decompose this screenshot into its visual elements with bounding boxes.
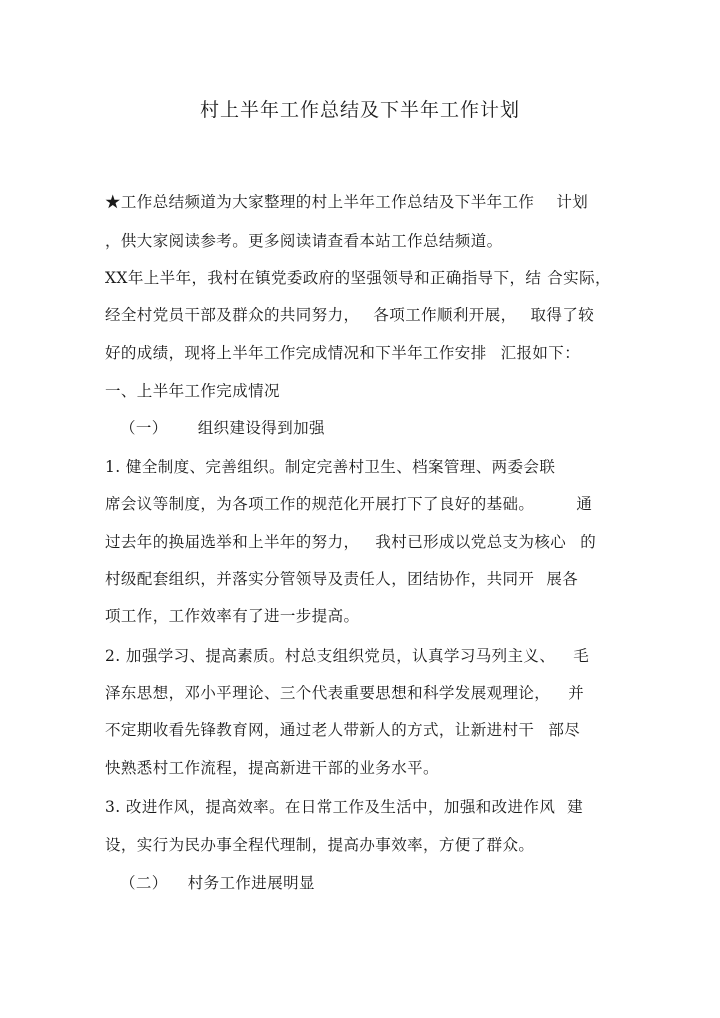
paragraph-line: 席会议等制度，为各项工作的规范化开展打下了良好的基础。 通 <box>105 495 593 513</box>
document-title: 村上半年工作总结及下半年工作计划 <box>199 99 520 121</box>
paragraph-line: 好的成绩，现将上半年工作完成情况和下半年工作安排 汇报如下： <box>105 344 581 362</box>
paragraph-line: 1. 健全制度、完善组织。制定完善村卫生、档案管理、两委会联 <box>105 458 556 476</box>
paragraph-line: ，供大家阅读参考。更多阅读请查看本站工作总结频道。 <box>105 232 503 250</box>
paragraph-line: 设，实行为民办事全程代理制，提高办事效率，方便了群众。 <box>105 836 535 854</box>
paragraph-line: 不定期收看先锋教育网，通过老人带新人的方式，让新进村干 部尽 <box>105 721 581 739</box>
paragraph-line: XX年上半年，我村在镇党委政府的坚强领导和正确指导下，结 合实际， <box>105 269 611 287</box>
paragraph-line: ★工作总结频道为大家整理的村上半年工作总结及下半年工作 计划 <box>105 193 589 211</box>
section-heading: 一、上半年工作完成情况 <box>105 382 280 400</box>
paragraph-line: 泽东思想，邓小平理论、三个代表重要思想和科学发展观理论， 并 <box>105 684 585 702</box>
paragraph-line: 3. 改进作风，提高效率。在日常工作及生活中，加强和改进作风 建 <box>105 798 584 816</box>
paragraph-line: 项工作，工作效率有了进一步提高。 <box>105 607 360 625</box>
paragraph-line: 经全村党员干部及群众的共同努力， 各项工作顺利开展， 取得了较 <box>105 306 595 324</box>
subsection-heading: （一） 组织建设得到加强 <box>120 419 325 437</box>
subsection-heading: （二） 村务工作进展明显 <box>120 874 315 892</box>
paragraph-line: 快熟悉村工作流程，提高新进干部的业务水平。 <box>105 759 439 777</box>
paragraph-line: 2. 加强学习、提高素质。村总支组织党员，认真学习马列主义、 毛 <box>105 647 590 665</box>
paragraph-line: 过去年的换届选举和上半年的努力， 我村已形成以党总支为核心 的 <box>105 533 597 551</box>
paragraph-line: 村级配套组织，并落实分管领导及责任人，团结协作，共同开 展各 <box>105 570 579 588</box>
